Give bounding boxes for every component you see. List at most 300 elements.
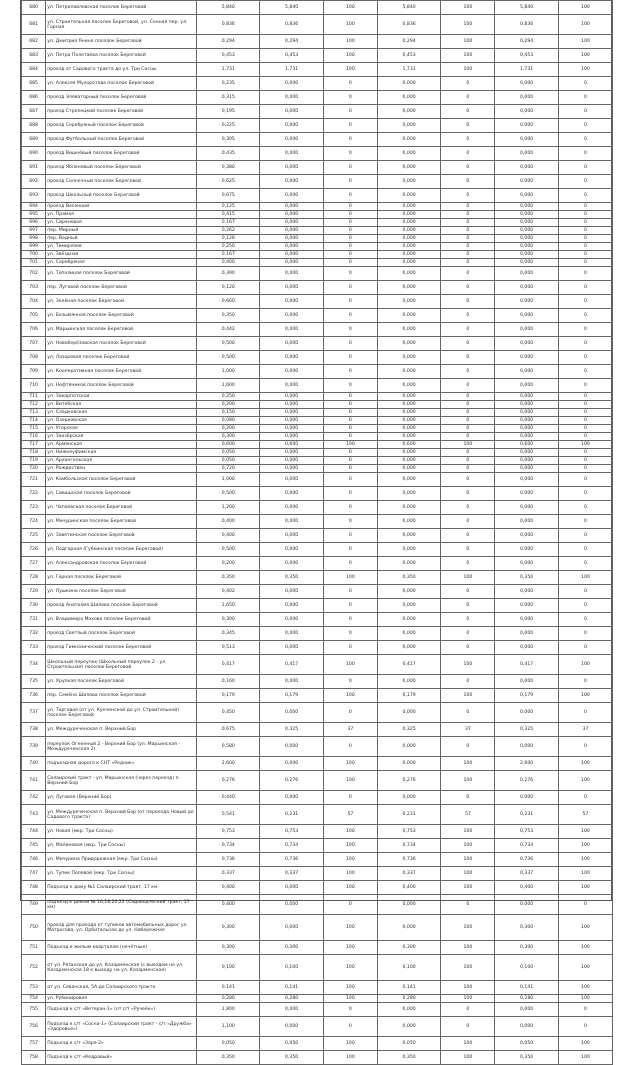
value-cell: 0,402 (197, 585, 260, 599)
value-cell: 0,400 (197, 881, 260, 895)
table-row (22, 487, 613, 501)
value-cell: 0,734 (197, 839, 260, 853)
road-name-cell: от ул. Рязанская до ул. Казарменская (с выездом на ул. Казарменская 18 к выходу на ул. Казарменская) (46, 955, 197, 981)
value-cell: 0,000 (260, 267, 323, 281)
value-cell: 0 (323, 379, 377, 393)
value-cell: 100 (323, 881, 377, 895)
road-name-cell: ул. Новоберёзовская поселок Береговой (46, 337, 197, 351)
road-name-cell: ул. Заветинская поселок Береговой (46, 529, 197, 543)
value-cell: 0,440 (197, 791, 260, 805)
value-cell: 0 (558, 147, 612, 161)
value-cell: 0,000 (260, 281, 323, 295)
value-cell: 0 (558, 737, 612, 757)
value-cell: 0 (558, 465, 612, 473)
row-number-cell: 696 (22, 219, 46, 227)
value-cell: 0,000 (377, 417, 440, 425)
value-cell: 0 (323, 703, 377, 723)
value-cell: 0,000 (377, 401, 440, 409)
value-cell: 0,325 (260, 723, 323, 737)
value-cell: 0,380 (197, 161, 260, 175)
value-cell: 100 (323, 853, 377, 867)
value-cell: 0,600 (260, 441, 323, 449)
value-cell: 0 (558, 161, 612, 175)
value-cell: 0,000 (495, 599, 558, 613)
value-cell: 0 (558, 227, 612, 235)
value-cell: 0,000 (495, 501, 558, 515)
value-cell: 0,337 (197, 867, 260, 881)
value-cell: 0,050 (197, 449, 260, 457)
value-cell: 0,500 (197, 543, 260, 557)
value-cell: 0 (441, 189, 495, 203)
row-number-cell: 737 (22, 703, 46, 723)
value-cell: 0,000 (377, 147, 440, 161)
value-cell: 0,000 (260, 1017, 323, 1037)
value-cell: 0 (323, 281, 377, 295)
value-cell: 0 (323, 417, 377, 425)
value-cell: 0 (323, 529, 377, 543)
value-cell: 0,000 (260, 543, 323, 557)
value-cell: 0,000 (377, 281, 440, 295)
value-cell: 0 (323, 449, 377, 457)
table-row (22, 515, 613, 529)
road-name-cell: проезд Стрелецкий поселок Береговой (46, 105, 197, 119)
value-cell: 0,300 (377, 941, 440, 955)
value-cell: 0 (441, 791, 495, 805)
value-cell: 0,150 (197, 409, 260, 417)
value-cell: 0,417 (197, 655, 260, 675)
table-row (22, 251, 613, 259)
value-cell: 0,000 (260, 365, 323, 379)
value-cell: 0 (558, 703, 612, 723)
value-cell: 100 (558, 1, 612, 15)
value-cell: 0 (558, 351, 612, 365)
value-cell: 100 (558, 853, 612, 867)
value-cell: 5,840 (495, 1, 558, 15)
row-number-cell: 705 (22, 309, 46, 323)
road-name-cell: Школьный переулок (Школьный переулок 2 - ул. Строительная) поселок Береговой (46, 655, 197, 675)
table-row (22, 337, 613, 351)
value-cell: 2,600 (495, 757, 558, 771)
value-cell: 0,200 (197, 557, 260, 571)
value-cell: 0,325 (377, 723, 440, 737)
value-cell: 0,000 (377, 501, 440, 515)
value-cell: 0 (441, 515, 495, 529)
value-cell: 0 (323, 675, 377, 689)
value-cell: 0,000 (377, 323, 440, 337)
value-cell: 100 (558, 915, 612, 941)
value-cell: 100 (558, 955, 612, 981)
value-cell: 0,000 (495, 417, 558, 425)
value-cell: 0,000 (260, 703, 323, 723)
value-cell: 37 (441, 723, 495, 737)
value-cell: 0,050 (197, 457, 260, 465)
row-number-cell: 752 (22, 955, 46, 981)
table-row (22, 557, 613, 571)
value-cell: 57 (441, 805, 495, 825)
value-cell: 100 (441, 1051, 495, 1065)
value-cell: 0 (323, 1003, 377, 1017)
value-cell: 0 (558, 309, 612, 323)
value-cell: 0,000 (260, 737, 323, 757)
value-cell: 0,417 (260, 655, 323, 675)
value-cell: 0 (558, 895, 612, 915)
value-cell: 0 (441, 281, 495, 295)
row-number-cell: 746 (22, 853, 46, 867)
value-cell: 0,000 (495, 259, 558, 267)
road-name-cell: ул. Армянская (46, 441, 197, 449)
road-name-cell: проезд Вишнёвый поселок Береговой (46, 147, 197, 161)
value-cell: 100 (558, 867, 612, 881)
value-cell: 0,000 (495, 585, 558, 599)
value-cell: 0 (323, 105, 377, 119)
value-cell: 0,000 (495, 895, 558, 915)
table-row (22, 63, 613, 77)
value-cell: 0,000 (260, 161, 323, 175)
value-cell: 0 (323, 791, 377, 805)
value-cell: 0 (441, 409, 495, 417)
value-cell: 0,000 (495, 675, 558, 689)
value-cell: 0,350 (377, 1051, 440, 1065)
value-cell: 0,000 (377, 529, 440, 543)
value-cell: 0 (441, 613, 495, 627)
value-cell: 0 (323, 613, 377, 627)
table-row (22, 203, 613, 211)
value-cell: 0,000 (260, 881, 323, 895)
value-cell: 0,000 (495, 409, 558, 417)
table-row (22, 915, 613, 941)
value-cell: 0,000 (495, 211, 558, 219)
value-cell: 0,337 (260, 867, 323, 881)
table-row (22, 1003, 613, 1017)
value-cell: 0 (558, 251, 612, 259)
value-cell: 0 (441, 543, 495, 557)
road-name-cell: Подъезд к с/т «Кедровый» (46, 1051, 197, 1065)
value-cell: 0,276 (197, 771, 260, 791)
road-name-cell: проезд Весенний (46, 203, 197, 211)
row-number-cell: 755 (22, 1003, 46, 1017)
value-cell: 0,390 (197, 267, 260, 281)
row-number-cell: 756 (22, 1017, 46, 1037)
row-number-cell: 714 (22, 417, 46, 425)
value-cell: 0,417 (377, 655, 440, 675)
value-cell: 0,350 (197, 1051, 260, 1065)
row-number-cell: 739 (22, 737, 46, 757)
value-cell: 100 (323, 655, 377, 675)
value-cell: 0 (441, 449, 495, 457)
value-cell: 0 (323, 295, 377, 309)
road-name-cell: ул. Тупик Полевой (мкр. Три Сосны) (46, 867, 197, 881)
value-cell: 0,000 (377, 91, 440, 105)
value-cell: 100 (323, 915, 377, 941)
value-cell: 0 (558, 641, 612, 655)
value-cell: 0,000 (377, 351, 440, 365)
row-number-cell: 743 (22, 805, 46, 825)
row-number-cell: 749 (22, 895, 46, 915)
value-cell: 0 (323, 77, 377, 91)
value-cell: 0 (323, 219, 377, 227)
value-cell: 0 (441, 243, 495, 251)
value-cell: 0,000 (260, 627, 323, 641)
table-row (22, 839, 613, 853)
value-cell: 0 (323, 627, 377, 641)
value-cell: 0 (558, 365, 612, 379)
value-cell: 0 (441, 585, 495, 599)
value-cell: 0,000 (495, 227, 558, 235)
value-cell: 0,000 (260, 351, 323, 365)
value-cell: 37 (323, 723, 377, 737)
road-name-cell: Подъезд к с/т «Ветеран-1» (от с/т «Ручеёк») (46, 1003, 197, 1017)
road-name-cell: ул. Кооперативная поселок Береговой (46, 365, 197, 379)
value-cell: 100 (558, 839, 612, 853)
value-cell: 0 (558, 91, 612, 105)
value-cell: 0 (441, 1017, 495, 1037)
value-cell: 100 (323, 981, 377, 995)
value-cell: 0,000 (377, 457, 440, 465)
row-number-cell: 741 (22, 771, 46, 791)
value-cell: 0,000 (260, 613, 323, 627)
table-row (22, 543, 613, 557)
value-cell: 0,000 (260, 323, 323, 337)
table-row (22, 243, 613, 251)
roads-table (21, 0, 613, 1065)
value-cell: 0,000 (377, 243, 440, 251)
value-cell: 0 (441, 211, 495, 219)
value-cell: 0,000 (260, 259, 323, 267)
value-cell: 1,731 (197, 63, 260, 77)
row-number-cell: 747 (22, 867, 46, 881)
value-cell: 100 (323, 941, 377, 955)
value-cell: 0,000 (495, 77, 558, 91)
value-cell: 0,350 (377, 571, 440, 585)
value-cell: 0,000 (377, 613, 440, 627)
value-cell: 0 (441, 417, 495, 425)
value-cell: 0,500 (197, 351, 260, 365)
value-cell: 0,000 (495, 627, 558, 641)
value-cell: 0,000 (377, 337, 440, 351)
value-cell: 0 (558, 77, 612, 91)
row-number-cell: 695 (22, 211, 46, 219)
value-cell: 0,000 (495, 433, 558, 441)
value-cell: 0,141 (377, 981, 440, 995)
value-cell: 0 (558, 219, 612, 227)
value-cell: 0,836 (260, 15, 323, 35)
value-cell: 0,000 (495, 189, 558, 203)
value-cell: 0,000 (260, 457, 323, 465)
value-cell: 0,300 (197, 915, 260, 941)
road-name-cell: ул. Мичуринская поселок Береговой (46, 515, 197, 529)
value-cell: 0,000 (260, 417, 323, 425)
value-cell: 0,000 (260, 379, 323, 393)
value-cell: 100 (323, 35, 377, 49)
value-cell: 0,000 (260, 393, 323, 401)
value-cell: 0,000 (495, 251, 558, 259)
value-cell: 0,000 (377, 915, 440, 941)
road-name-cell: ул. Мичурина Придорожная (мкр. Три Сосны) (46, 853, 197, 867)
value-cell: 0 (558, 295, 612, 309)
value-cell: 0,100 (197, 955, 260, 981)
row-number-cell: 728 (22, 571, 46, 585)
value-cell: 0,000 (260, 557, 323, 571)
value-cell: 0,000 (495, 219, 558, 227)
value-cell: 0,453 (377, 49, 440, 63)
value-cell: 0 (558, 409, 612, 417)
value-cell: 0 (558, 529, 612, 543)
value-cell: 0,000 (260, 211, 323, 219)
table-row (22, 825, 613, 839)
row-number-cell: 685 (22, 77, 46, 91)
value-cell: 0 (441, 323, 495, 337)
row-number-cell: 753 (22, 981, 46, 995)
value-cell: 0,000 (377, 433, 440, 441)
value-cell: 100 (441, 441, 495, 449)
value-cell: 0,120 (197, 281, 260, 295)
row-number-cell: 699 (22, 243, 46, 251)
value-cell: 0 (558, 281, 612, 295)
road-name-cell: проезд Гимназический поселок Береговой (46, 641, 197, 655)
value-cell: 0,000 (495, 425, 558, 433)
value-cell: 0,000 (260, 487, 323, 501)
value-cell: 0,453 (495, 49, 558, 63)
value-cell: 0,000 (495, 515, 558, 529)
row-number-cell: 692 (22, 175, 46, 189)
value-cell: 0 (323, 585, 377, 599)
table-row (22, 401, 613, 409)
value-cell: 0,294 (260, 35, 323, 49)
value-cell: 0,000 (377, 675, 440, 689)
value-cell: 0 (323, 189, 377, 203)
road-name-cell: пер. Луговой поселок Береговой (46, 281, 197, 295)
table-row (22, 189, 613, 203)
value-cell: 0 (441, 105, 495, 119)
road-name-cell: ул. Зелёная поселок Береговой (46, 295, 197, 309)
value-cell: 0,400 (197, 529, 260, 543)
value-cell: 100 (558, 881, 612, 895)
value-cell: 100 (323, 955, 377, 981)
value-cell: 0,836 (377, 15, 440, 35)
road-name-cell: ул. Марьинская поселок Береговой (46, 323, 197, 337)
value-cell: 0,050 (377, 1037, 440, 1051)
value-cell: 100 (441, 955, 495, 981)
value-cell: 0 (558, 543, 612, 557)
value-cell: 0 (323, 457, 377, 465)
value-cell: 0,000 (495, 449, 558, 457)
table-row (22, 235, 613, 243)
value-cell: 1,731 (260, 63, 323, 77)
table-row (22, 627, 613, 641)
value-cell: 0,276 (495, 771, 558, 791)
value-cell: 0,000 (377, 515, 440, 529)
value-cell: 0,000 (260, 675, 323, 689)
table-row (22, 703, 613, 723)
value-cell: 0,294 (377, 35, 440, 49)
value-cell: 100 (441, 655, 495, 675)
value-cell: 100 (441, 571, 495, 585)
value-cell: 100 (441, 853, 495, 867)
value-cell: 0 (558, 119, 612, 133)
value-cell: 0 (558, 175, 612, 189)
value-cell: 100 (441, 981, 495, 995)
value-cell: 0,736 (197, 853, 260, 867)
value-cell: 5,840 (260, 1, 323, 15)
road-name-cell: проезд Серебряный поселок Береговой (46, 119, 197, 133)
row-number-cell: 683 (22, 49, 46, 63)
value-cell: 0 (323, 235, 377, 243)
value-cell: 1,731 (377, 63, 440, 77)
value-cell: 0,100 (377, 955, 440, 981)
road-name-cell: ул. Прямая (46, 211, 197, 219)
value-cell: 0,000 (260, 585, 323, 599)
row-number-cell: 681 (22, 15, 46, 35)
value-cell: 0 (323, 133, 377, 147)
road-name-cell: ул. Александровская поселок Береговой (46, 557, 197, 571)
value-cell: 0,294 (495, 35, 558, 49)
value-cell: 100 (558, 571, 612, 585)
row-number-cell: 686 (22, 91, 46, 105)
value-cell: 0,513 (197, 641, 260, 655)
value-cell: 0 (558, 393, 612, 401)
value-cell: 0,000 (495, 465, 558, 473)
value-cell: 1,000 (197, 365, 260, 379)
value-cell: 0,000 (377, 791, 440, 805)
value-cell: 0 (441, 473, 495, 487)
table-row (22, 1, 613, 15)
row-number-cell: 721 (22, 473, 46, 487)
value-cell: 0,000 (260, 791, 323, 805)
value-cell: 0,000 (377, 409, 440, 417)
road-name-cell: ул. Дмитрия Янина поселок Береговой (46, 35, 197, 49)
road-name-cell: ул. Архангельская (46, 457, 197, 465)
table-row (22, 599, 613, 613)
value-cell: 0 (558, 557, 612, 571)
value-cell: 0 (441, 425, 495, 433)
row-number-cell: 754 (22, 995, 46, 1003)
value-cell: 0,000 (377, 487, 440, 501)
value-cell: 100 (441, 915, 495, 941)
row-number-cell: 704 (22, 295, 46, 309)
road-name-cell: ул. Хрупкая поселок Береговой (46, 675, 197, 689)
value-cell: 100 (558, 63, 612, 77)
value-cell: 0,280 (377, 995, 440, 1003)
value-cell: 0,753 (197, 825, 260, 839)
table-row (22, 417, 613, 425)
road-name-cell: ул. Рождествен (46, 465, 197, 473)
value-cell: 0,000 (260, 119, 323, 133)
value-cell: 0 (558, 105, 612, 119)
value-cell: 0,000 (260, 895, 323, 915)
value-cell: 0 (441, 501, 495, 515)
value-cell: 0 (441, 147, 495, 161)
row-number-cell: 731 (22, 613, 46, 627)
value-cell: 100 (323, 15, 377, 35)
value-cell: 0,000 (260, 515, 323, 529)
value-cell: 0,400 (377, 881, 440, 895)
value-cell: 0,325 (495, 723, 558, 737)
value-cell: 0,000 (377, 251, 440, 259)
value-cell: 0 (558, 337, 612, 351)
value-cell: 0,600 (197, 441, 260, 449)
value-cell: 0,453 (260, 49, 323, 63)
road-name-cell: ул. Пушкина поселок Береговой (46, 585, 197, 599)
value-cell: 0,167 (197, 219, 260, 227)
table-row (22, 529, 613, 543)
table-row (22, 955, 613, 981)
value-cell: 0,262 (197, 227, 260, 235)
value-cell: 0 (558, 473, 612, 487)
value-cell: 0,141 (197, 981, 260, 995)
value-cell: 0,836 (495, 15, 558, 35)
value-cell: 5,840 (377, 1, 440, 15)
value-cell: 0,000 (495, 337, 558, 351)
